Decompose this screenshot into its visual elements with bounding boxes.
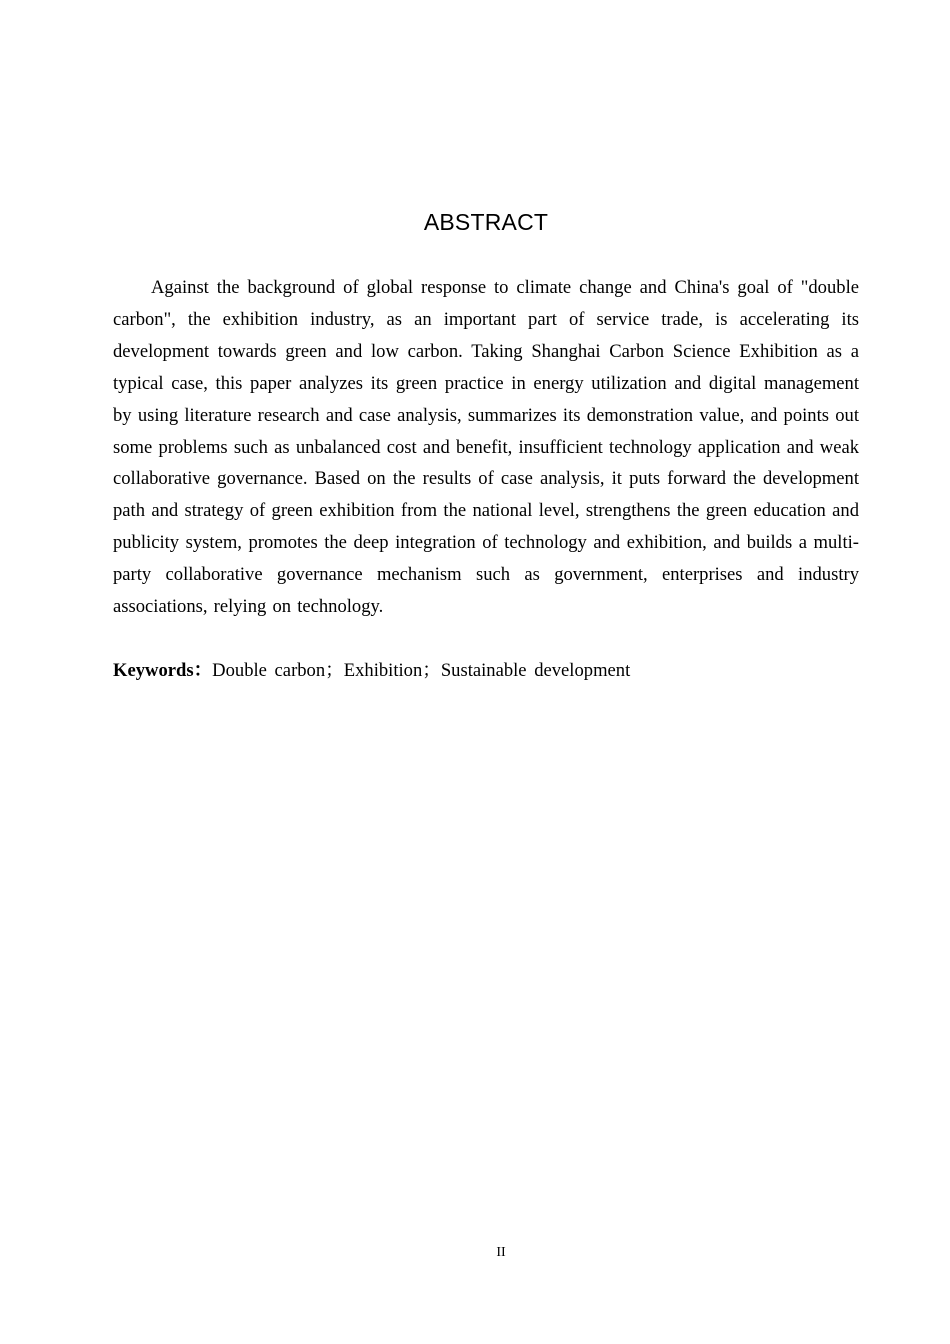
abstract-paragraph: Against the background of global response to climate change and China's goal of "double carbon", the exhibition industry, as an important part of service trade, is accelerating its development towards green and low carbon. Taking Shanghai Carbon Science Exhibition as a typical case, this paper analyzes its green practice in energy utilization and digital management by using literature research and case analysis, summarizes its demonstration value, and points out some problems such as unbalanced cost and benefit, insufficient technology application and weak collaborative governance. Based on the results of case analysis, it puts forward the development path and strategy of green exhibition from the national level, strengthens the green education and publicity system, promotes the deep integration of technology and exhibition, and builds a multi-party collaborative governance mechanism such as government, enterprises and industry associations, relying on technology. <box>113 277 859 618</box>
abstract-title: ABSTRACT <box>423 209 549 235</box>
keywords-text: Double carbon；Exhibition；Sustainable development <box>212 660 631 681</box>
keywords-label: Keywords： <box>113 660 213 681</box>
page-number: II <box>496 1245 506 1260</box>
keywords-line <box>113 655 859 687</box>
